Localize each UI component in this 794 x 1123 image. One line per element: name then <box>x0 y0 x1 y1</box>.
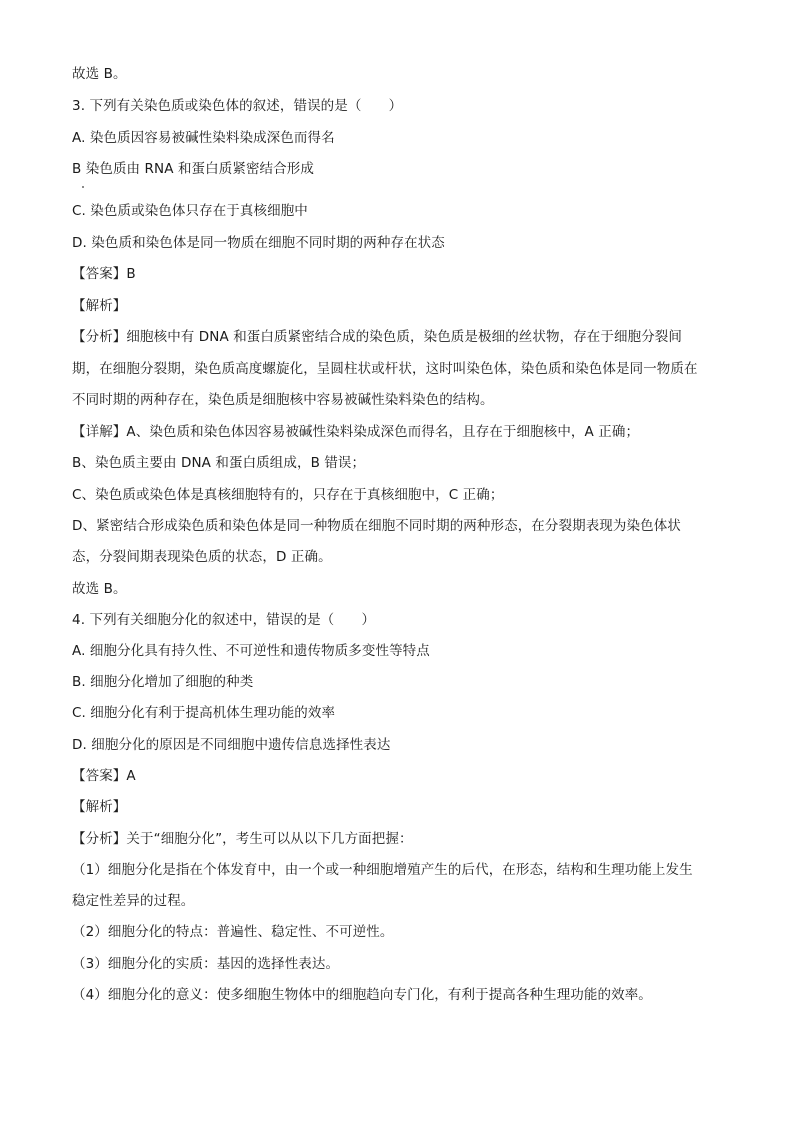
text-line: 故选 B。 <box>72 581 127 597</box>
analysis-text: 期，在细胞分裂期，染色质高度螺旋化，呈圆柱状或杆状，这时叫染色体，染色质和染色体是同一物质在 <box>72 361 698 377</box>
analysis-label: 【解析】 <box>72 799 127 815</box>
analysis-text: （4）细胞分化的意义：使多细胞生物体中的细胞趋向专门化，有利于提高各种生理功能的效率。 <box>72 987 652 1003</box>
analysis-text: 不同时期的两种存在，染色质是细胞核中容易被碱性染料染色的结构。 <box>72 392 494 408</box>
analysis-text: （2）细胞分化的特点：普遍性、稳定性、不可逆性。 <box>72 924 394 940</box>
analysis-text: 【分析】关于“细胞分化”，考生可以从以下几方面把握： <box>72 831 413 847</box>
detail-text: 【详解】A、染色质和染色体因容易被碱性染料染成深色而得名，且存在于细胞核中，A 正确； <box>72 424 640 440</box>
detail-text: B、染色质主要由 DNA 和蛋白质组成，B 错误； <box>72 455 366 471</box>
detail-text: C、染色质或染色体是真核细胞特有的，只存在于真核细胞中，C 正确； <box>72 487 504 503</box>
question-4-option-a: A. 细胞分化具有持久性、不可逆性和遗传物质多变性等特点 <box>72 643 430 659</box>
question-4-option-c: C. 细胞分化有利于提高机体生理功能的效率 <box>72 705 336 721</box>
analysis-text: （1）细胞分化是指在个体发育中，由一个或一种细胞增殖产生的后代，在形态，结构和生理功能上发生 <box>72 862 693 878</box>
analysis-label: 【解析】 <box>72 298 127 314</box>
question-3-option-c: C. 染色质或染色体只存在于真核细胞中 <box>72 203 308 219</box>
question-4-option-b: B. 细胞分化增加了细胞的种类 <box>72 674 254 690</box>
question-3-option-a: A. 染色质因容易被碱性染料染成深色而得名 <box>72 130 335 146</box>
text-line: 故选 B。 <box>72 66 127 82</box>
analysis-text: 【分析】细胞核中有 DNA 和蛋白质紧密结合成的染色质，染色质是极细的丝状物，存在于细胞分裂间 <box>72 329 683 345</box>
detail-text: 态，分裂间期表现染色质的状态，D 正确。 <box>72 549 332 565</box>
analysis-text: （3）细胞分化的实质：基因的选择性表达。 <box>72 956 340 972</box>
question-3-stem: 3. 下列有关染色质或染色体的叙述，错误的是（ ） <box>72 98 403 114</box>
question-4-option-d: D. 细胞分化的原因是不同细胞中遗传信息选择性表达 <box>72 737 391 753</box>
answer-label: 【答案】A <box>72 768 136 784</box>
stray-dot-mark <box>82 186 84 188</box>
question-4-stem: 4. 下列有关细胞分化的叙述中，错误的是（ ） <box>72 612 376 628</box>
analysis-text: 稳定性差异的过程。 <box>72 893 195 909</box>
detail-text: D、紧密结合形成染色质和染色体是同一种物质在细胞不同时期的两种形态，在分裂期表现为染色体状 <box>72 518 681 534</box>
question-3-option-d: D. 染色质和染色体是同一物质在细胞不同时期的两种存在状态 <box>72 235 445 251</box>
answer-label: 【答案】B <box>72 266 136 282</box>
question-3-option-b: B 染色质由 RNA 和蛋白质紧密结合形成 <box>72 161 314 177</box>
